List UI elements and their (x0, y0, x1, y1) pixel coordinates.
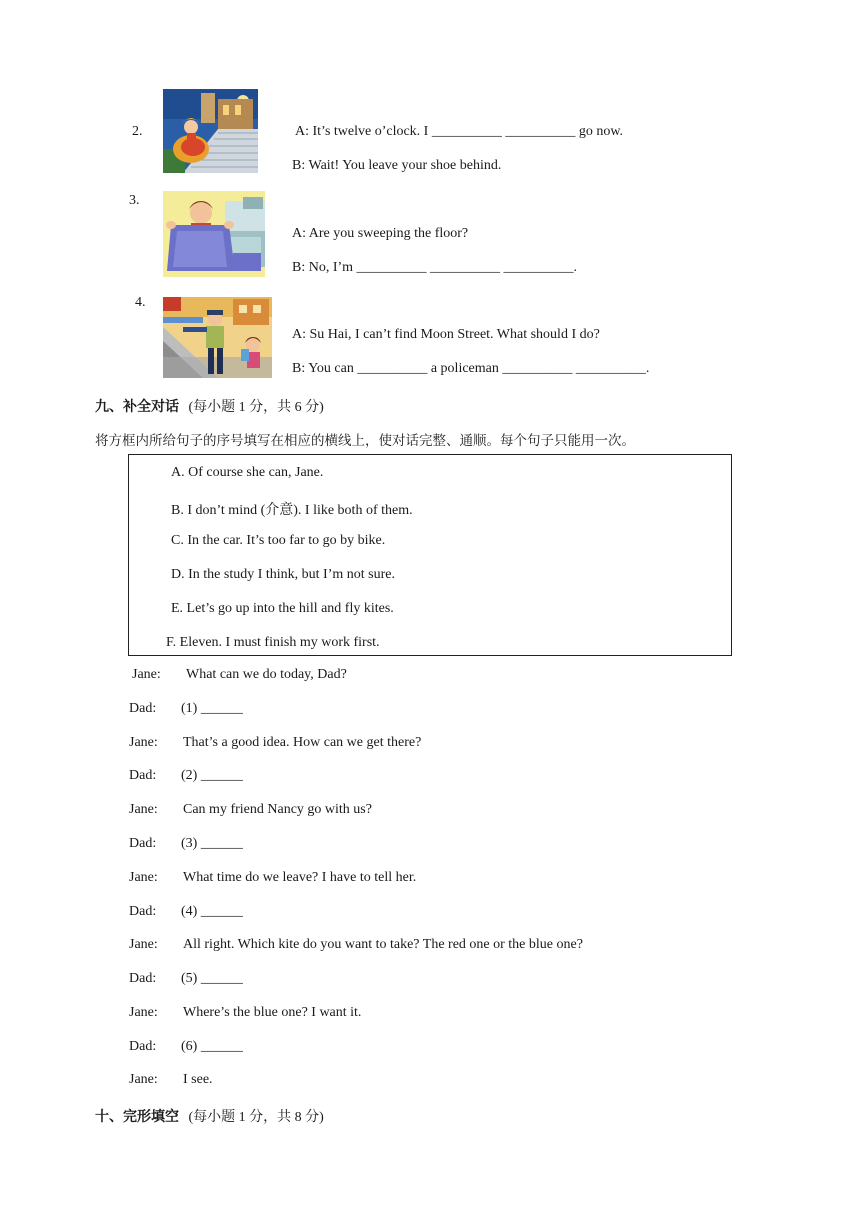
dialogue-line: What can we do today, Dad? (186, 667, 347, 682)
question-number: 3. (129, 193, 140, 208)
option-b: B. I don’t mind (介意). I like both of them. (171, 503, 413, 518)
dialogue-line-b: B: You can __________ a policeman __________ __________. (292, 361, 650, 376)
speaker-label: Jane: (129, 802, 158, 817)
section-9-instruction: 将方框内所给句子的序号填写在相应的横线上，使对话完整、通顺。每个句子只能用一次。 (95, 433, 635, 449)
dialogue-line: What time do we leave? I have to tell her. (183, 870, 417, 885)
boy-folding-blanket-picture (163, 191, 265, 277)
cinderella-stairs-picture (163, 89, 258, 173)
dialogue-line-a: A: Are you sweeping the floor? (292, 226, 469, 241)
answer-blank-2[interactable]: (2) ______ (181, 768, 243, 783)
speaker-label: Dad: (129, 971, 157, 986)
speaker-label: Dad: (129, 1039, 157, 1054)
option-c: C. In the car. It’s too far to go by bike. (171, 533, 386, 548)
answer-blank-4[interactable]: (4) ______ (181, 904, 243, 919)
speaker-label: Jane: (129, 735, 158, 750)
section-10-heading (95, 1106, 324, 1126)
dialogue-line-b: B: No, I’m __________ __________ __________. (292, 260, 578, 275)
speaker-label: Jane: (129, 1072, 158, 1087)
answer-blank-3[interactable]: (3) ______ (181, 836, 243, 851)
speaker-label: Dad: (129, 836, 157, 851)
speaker-label: Dad: (129, 904, 157, 919)
question-number: 2. (132, 124, 143, 139)
dialogue-line: Where’s the blue one? I want it. (183, 1005, 362, 1020)
option-e: E. Let’s go up into the hill and fly kites. (171, 601, 394, 616)
speaker-label: Dad: (129, 768, 157, 783)
option-f: F. Eleven. I must finish my work first. (166, 635, 380, 650)
section-title: 十、完形填空 (95, 1109, 179, 1125)
dialogue-line-a: A: It’s twelve o’clock. I __________ __________ go now. (295, 124, 624, 139)
dialogue-line: I see. (183, 1072, 213, 1087)
option-a: A. Of course she can, Jane. (171, 465, 324, 480)
section-title: 九、补全对话 (95, 399, 179, 415)
speaker-label: Jane: (129, 1005, 158, 1020)
speaker-label: Jane: (129, 870, 158, 885)
section-note: (每小题 1 分，共 6 分) (188, 400, 324, 415)
dialogue-line: Can my friend Nancy go with us? (183, 802, 372, 817)
dialogue-line: All right. Which kite do you want to take? The red one or the blue one? (183, 937, 583, 952)
dialogue-line-b: B: Wait! You leave your shoe behind. (292, 158, 502, 173)
options-box (128, 454, 732, 656)
dialogue-line: That’s a good idea. How can we get there? (183, 735, 422, 750)
speaker-label: Jane: (129, 937, 158, 952)
speaker-label: Dad: (129, 701, 157, 716)
dialogue-line-a: A: Su Hai, I can’t find Moon Street. What should I do? (292, 327, 600, 342)
option-d: D. In the study I think, but I’m not sure. (171, 567, 395, 582)
question-number: 4. (135, 295, 146, 310)
answer-blank-1[interactable]: (1) ______ (181, 701, 243, 716)
answer-blank-5[interactable]: (5) ______ (181, 971, 243, 986)
section-note: (每小题 1 分，共 8 分) (188, 1110, 324, 1125)
speaker-label: Jane: (132, 667, 161, 682)
answer-blank-6[interactable]: (6) ______ (181, 1039, 243, 1054)
section-9-heading (95, 396, 324, 416)
policeman-street-picture (163, 297, 272, 378)
